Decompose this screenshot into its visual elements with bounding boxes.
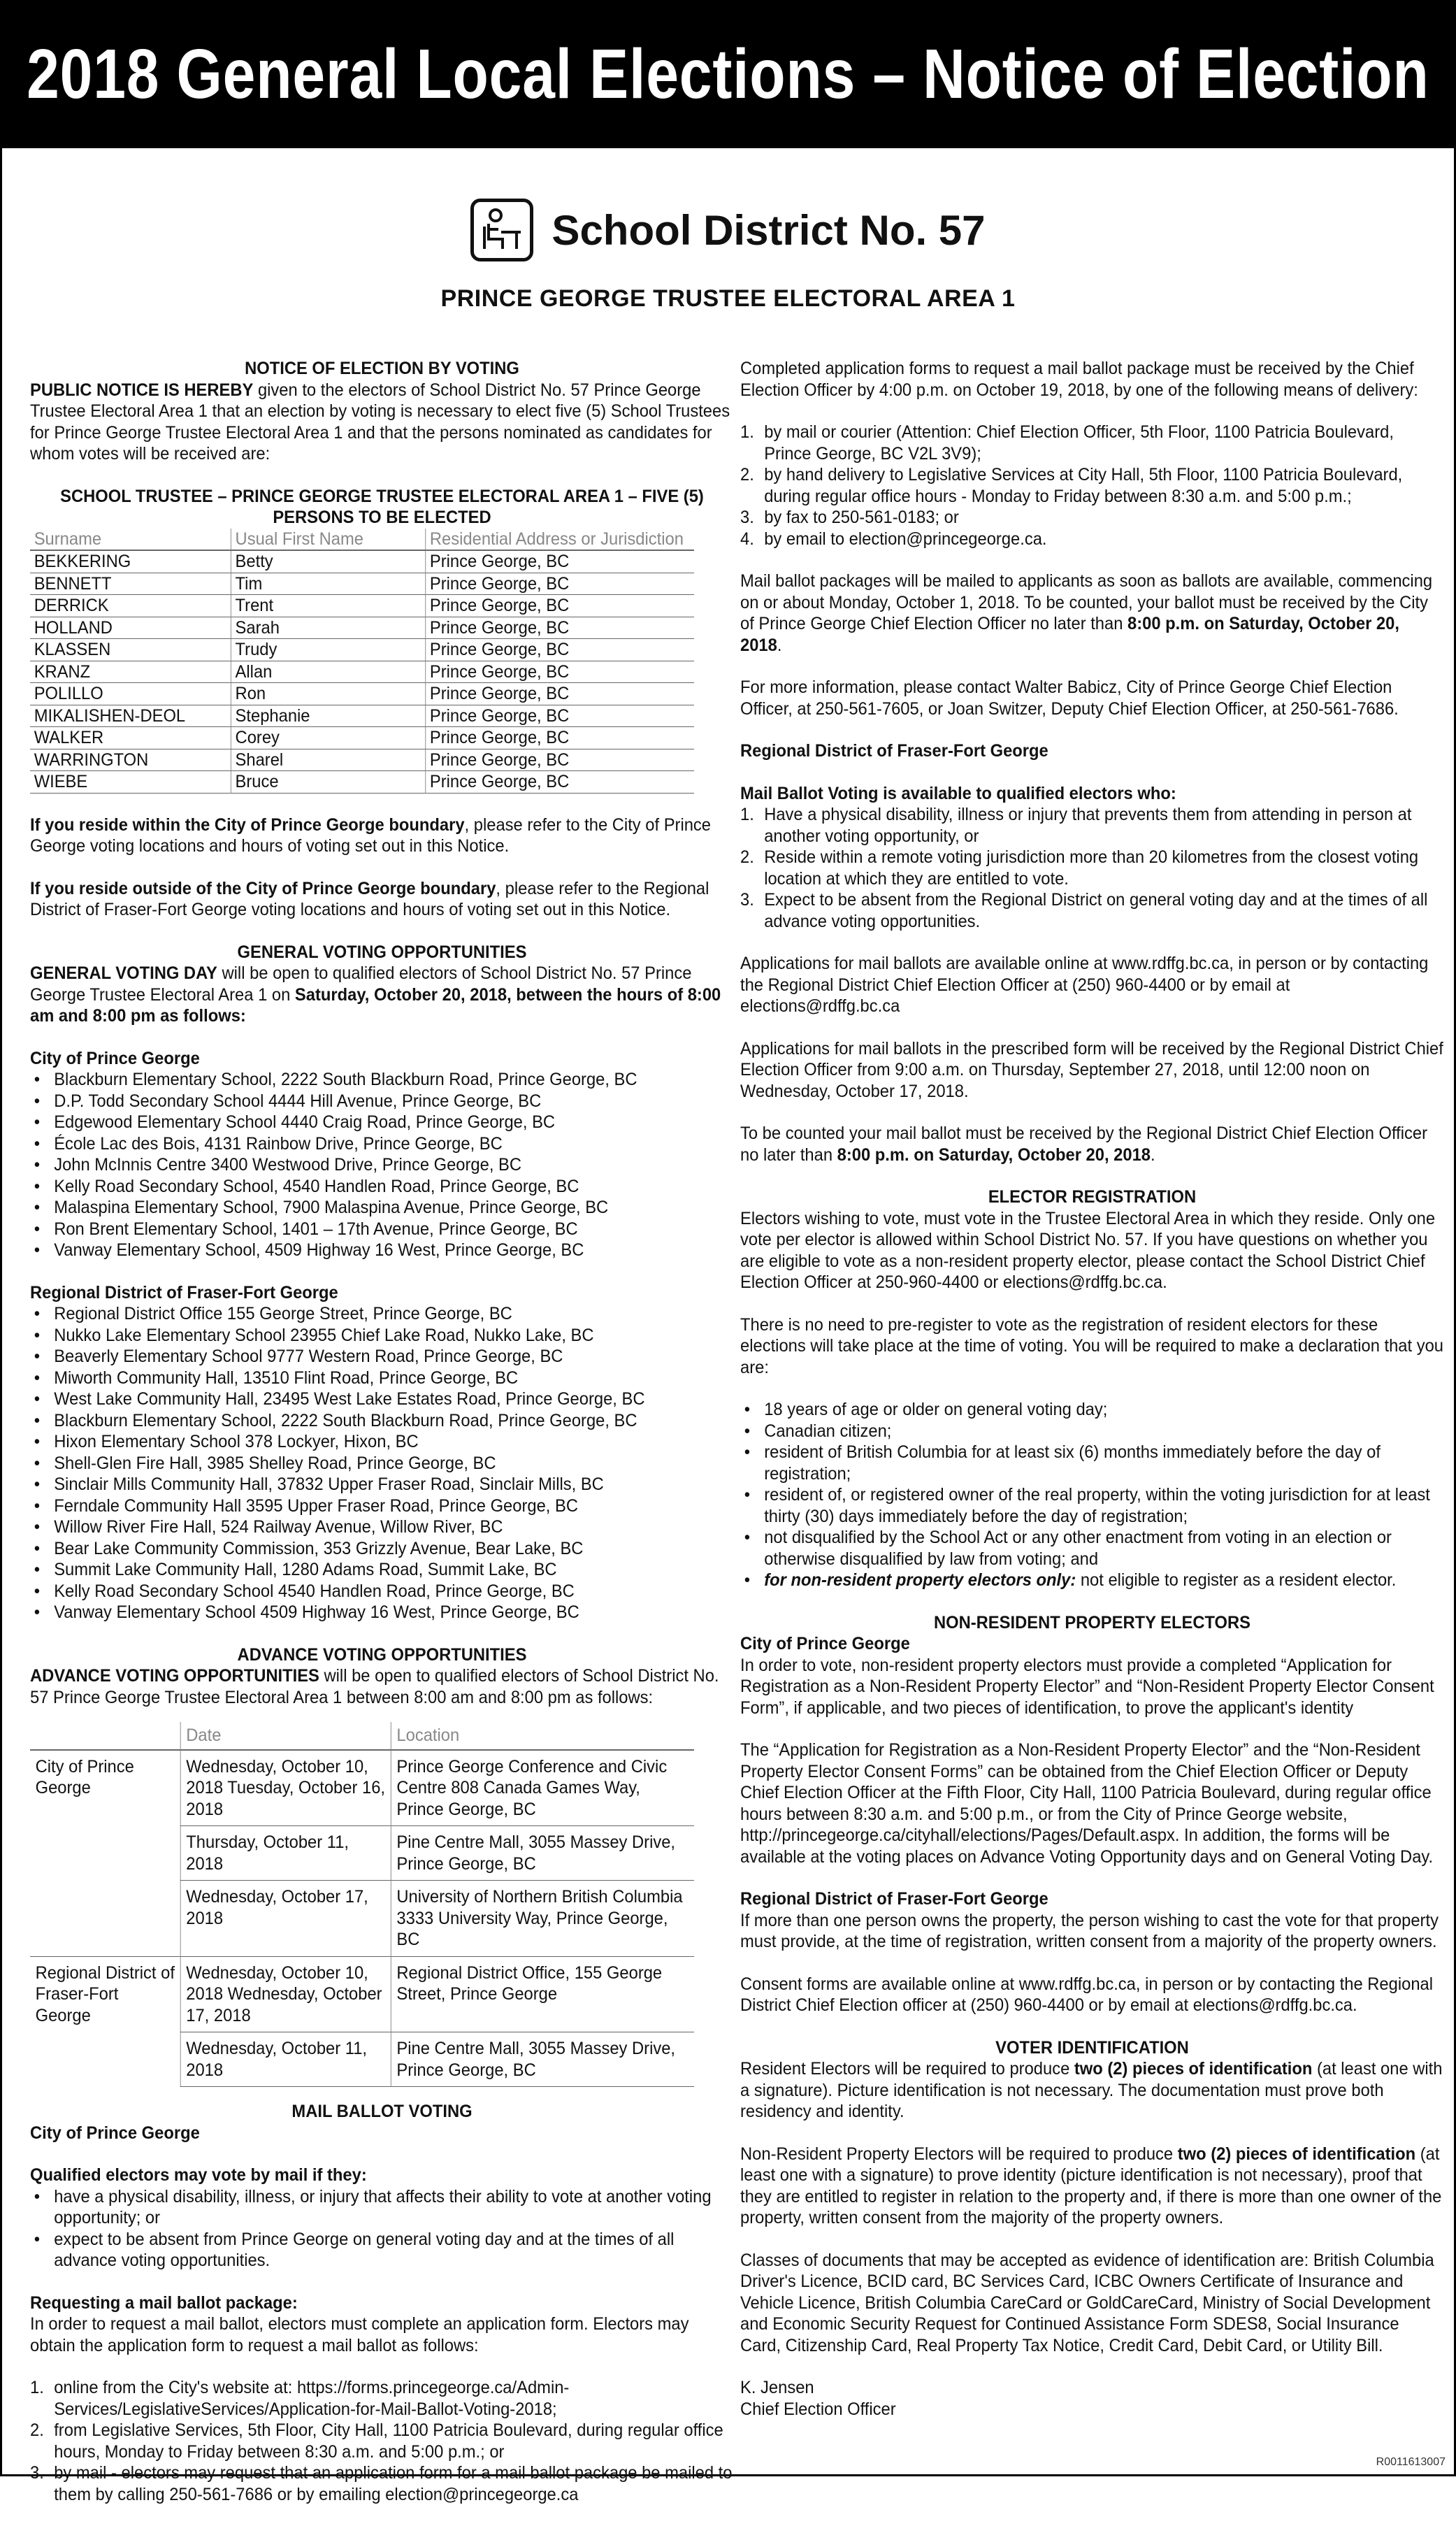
nonresident-city-heading: City of Prince George (740, 1634, 910, 1653)
candidate-row (30, 727, 694, 749)
rd-location-item: • Bear Lake Community Commission, 353 Grizzly Avenue, Bear Lake, BC (54, 1538, 734, 1560)
request-item-text: online from the City's website at: https://forms.princegeorge.ca/Admin-Services/LegislativeServices/Application-for-Mail-Ballot-Voting-2018; (54, 2378, 570, 2419)
qualified-heading: Qualified electors may vote by mail if they: (30, 2165, 367, 2185)
delivery-item (740, 422, 1444, 464)
candidate-surname: MIKALISHEN-DEOL (30, 705, 231, 727)
delivery-item (740, 529, 1444, 550)
rd-mail-item-text: Reside within a remote voting jurisdiction more than 20 kilometres from the closest voting location at which they are entitled to vote. (764, 847, 1419, 889)
candidate-address: Prince George, BC (426, 595, 694, 617)
advance-jurisdiction (30, 1881, 180, 1957)
school-desk-icon (470, 199, 533, 261)
rd-location-item: • West Lake Community Hall, 23495 West Lake Estates Road, Prince George, BC (54, 1388, 734, 1410)
request-item (30, 2420, 734, 2462)
candidate-row (30, 595, 694, 617)
advance-date: Wednesday, October 10, 2018 Wednesday, October 17, 2018 (180, 1956, 391, 2032)
signature-name: K. Jensen (740, 2378, 814, 2397)
candidates-table (30, 529, 694, 794)
registration-heading: ELECTOR REGISTRATION (988, 1187, 1197, 1207)
nonresident-rd-text: If more than one person owns the property, the person wishing to cast the vote for that property must provide, at the time of registration, written consent from a majority of the property owners. (740, 1910, 1439, 1951)
general-voting-heading: GENERAL VOTING OPPORTUNITIES (237, 942, 527, 962)
candidate-surname: BENNETT (30, 573, 231, 595)
candidate-row (30, 749, 694, 771)
mail-city-heading: City of Prince George (30, 2123, 200, 2143)
candidate-surname: WIEBE (30, 771, 231, 794)
delivery-item-text: by fax to 250-561-0183; or (764, 508, 959, 527)
rd-received-text: Applications for mail ballots in the prescribed form will be received by the Regional District Chief Election Officer from 9:00 a.m. on Thursday, September 27, 2018, until 12:00 noon on Wednesday, October 17, 2018. (740, 1038, 1443, 1101)
item-number: 1. (30, 2378, 44, 2397)
col-first-name: Usual First Name (231, 529, 425, 551)
general-voting-lead-text: will be open to qualified electors of School District No. 57 Prince George Trustee Electoral Area 1 on (30, 963, 692, 1005)
logo-row (2, 199, 1454, 261)
request-item-text: by mail - electors may request that an application form for a mail ballot package be mailed to them by calling 250-561-7686 or by emailing election@princegeorge.ca (54, 2463, 733, 2504)
rd-mail-list (740, 804, 1444, 932)
rd-mail-item (740, 847, 1444, 889)
reside-outside (30, 878, 734, 921)
rd-online-text: Applications for mail ballots are available online at www.rdffg.bc.ca, in person or by contacting the Regional District Chief Election Officer at (250) 960-4400 or by email at elections@rdffg.bc.ca (740, 954, 1429, 1016)
advance-row (30, 2032, 694, 2087)
registration-item-bold: for non-resident property electors only: (764, 1570, 1076, 1590)
rd-location-item: • Ferndale Community Hall 3595 Upper Fraser Road, Prince George, BC (54, 1495, 734, 1517)
voter-id-resident (740, 2058, 1444, 2123)
candidate-row (30, 639, 694, 661)
voter-id-resident-b: (at least one with a signature). Picture identification is not necessary. The documentation must prove both residency and identity. (740, 2059, 1443, 2121)
registration-item: • resident of British Columbia for at least six (6) months immediately before the day of registration; (764, 1442, 1444, 1484)
candidate-surname: WALKER (30, 727, 231, 749)
rd-location-item: • Nukko Lake Elementary School 23955 Chief Lake Road, Nukko Lake, BC (54, 1325, 734, 1347)
rd-counted-text: To be counted your mail ballot must be received by the Regional District Chief Election Officer no later than 8:00 p.m. on Saturday, October 20, 2018. (740, 1124, 1428, 1165)
city-location-item: • Edgewood Elementary School 4440 Craig Road, Prince George, BC (54, 1112, 734, 1133)
reference-code: R0011613007 (1376, 2456, 1446, 2468)
rd-locations-heading: Regional District of Fraser-Fort George (30, 1282, 338, 1303)
item-number: 3. (740, 508, 754, 527)
nonresident-heading: NON-RESIDENT PROPERTY ELECTORS (933, 1612, 1251, 1632)
delivery-item-text: by email to election@princegeorge.ca. (764, 529, 1047, 549)
candidate-address: Prince George, BC (426, 550, 694, 573)
reside-within-bold: If you reside within the City of Prince George boundary (30, 815, 465, 835)
banner-title: 2018 General Local Elections – Notice of Election (27, 34, 1429, 113)
candidate-first-name: Trudy (231, 639, 425, 661)
advance-header-row (30, 1722, 694, 1750)
consent-text: Consent forms are available online at www.rdffg.bc.ca, in person or by contacting the Regional District Chief Election officer at (250) 960-4400 or by email at elections@rdffg.bc.ca. (740, 1974, 1434, 2015)
advance-jurisdiction (30, 1826, 180, 1881)
advance-body (30, 1750, 694, 2087)
advance-jurisdiction: Regional District of Fraser-Fort George (30, 1956, 180, 2032)
registration-item-text: not eligible to register as a resident elector. (1076, 1570, 1397, 1590)
delivery-item (740, 507, 1444, 529)
candidate-first-name: Ron (231, 683, 425, 705)
registration-list (740, 1399, 1444, 1591)
signature-title: Chief Election Officer (740, 2399, 896, 2419)
advance-row (30, 1826, 694, 1881)
mailed-text-body: Mail ballot packages will be mailed to applicants as soon as ballots are available, commencing on or about Monday, October 1, 2018. To be counted, your ballot must be received by the City of Prince George Chief Election Officer no later than (740, 571, 1433, 633)
candidate-row (30, 661, 694, 683)
candidate-surname: KRANZ (30, 661, 231, 683)
request-item-text: from Legislative Services, 5th Floor, City Hall, 1100 Patricia Boulevard, during regular office hours, Monday to Friday between 8:30 a.m. and 5:00 p.m.; or (54, 2420, 723, 2462)
candidate-first-name: Betty (231, 550, 425, 573)
district-name: School District No. 57 (552, 206, 986, 254)
city-location-item: • Kelly Road Secondary School, 4540 Handlen Road, Prince George, BC (54, 1176, 734, 1198)
advance-voting-lead-text: will be open to qualified electors of School District No. 57 Prince George Trustee Electoral Area 1 between 8:00 am and 8:00 pm as follows: (30, 1666, 719, 1707)
advance-row (30, 1750, 694, 1826)
general-voting-lead (30, 963, 734, 1027)
mail-ballot-heading: MAIL BALLOT VOTING (291, 2102, 473, 2121)
advance-jurisdiction (30, 2032, 180, 2087)
candidate-row (30, 683, 694, 705)
candidate-address: Prince George, BC (426, 771, 694, 794)
rd-mail-item-text: Expect to be absent from the Regional District on general voting day and at the times of all advance voting opportunities. (764, 890, 1428, 931)
reside-outside-bold: If you reside outside of the City of Prince George boundary (30, 878, 496, 898)
registration-item: • Canadian citizen; (764, 1421, 1444, 1442)
item-number: 1. (740, 805, 754, 824)
candidate-first-name: Allan (231, 661, 425, 683)
col-surname: Surname (30, 529, 231, 551)
candidate-row (30, 705, 694, 727)
advance-date: Thursday, October 11, 2018 (180, 1826, 391, 1881)
item-number: 3. (740, 890, 754, 910)
advance-row (30, 1956, 694, 2032)
candidate-surname: HOLLAND (30, 617, 231, 639)
completed-text: Completed application forms to request a mail ballot package must be received by the Chief Election Officer by 4:00 p.m. on October 19, 2018, by one of the following means of delivery: (740, 359, 1418, 400)
mail-rd-heading: Regional District of Fraser-Fort George (740, 741, 1048, 761)
rd-location-item: • Summit Lake Community Hall, 1280 Adams Road, Summit Lake, BC (54, 1559, 734, 1581)
candidate-row (30, 573, 694, 595)
voter-id-resident-bold: two (2) pieces of identification (1074, 2059, 1313, 2079)
request-heading: Requesting a mail ballot package: (30, 2292, 298, 2313)
notice-lead (30, 380, 734, 465)
registration-item (764, 1570, 1444, 1591)
delivery-list (740, 422, 1444, 550)
advance-location: Prince George Conference and Civic Centre 808 Canada Games Way, Prince George, BC (391, 1750, 694, 1826)
rd-location-item: • Vanway Elementary School 4509 Highway 16 West, Prince George, BC (54, 1602, 734, 1623)
rd-location-item: • Beaverly Elementary School 9777 Western Road, Prince George, BC (54, 1346, 734, 1368)
advance-voting-lead (30, 1665, 734, 1708)
rd-location-item: • Hixon Elementary School 378 Lockyer, Hixon, BC (54, 1431, 734, 1453)
delivery-item (740, 464, 1444, 507)
advance-voting-lead-bold: ADVANCE VOTING OPPORTUNITIES (30, 1666, 319, 1686)
voter-id-nonresident (740, 2144, 1444, 2229)
col-date: Date (180, 1722, 391, 1750)
qualified-item: • have a physical disability, illness, or injury that affects their ability to vote at another voting opportunity; or (54, 2186, 734, 2229)
item-number: 1. (740, 422, 754, 442)
candidate-first-name: Sarah (231, 617, 425, 639)
left-column (30, 358, 736, 2526)
rd-counted-body: To be counted your mail ballot must be received by the Regional District Chief Election Officer no later than (740, 1124, 1428, 1165)
request-list (30, 2377, 734, 2505)
item-number: 2. (740, 847, 754, 867)
notice-lead-text: given to the electors of School District No. 57 Prince George Trustee Electoral Area 1 that an election by voting is necessary to elect five (5) School Trustees for Prince George Trustee Electoral Area 1 and that the persons nominated as candidates for whom votes will be received are: (30, 380, 730, 464)
voter-id-nonresident-a: Non-Resident Property Electors will be required to produce (740, 2144, 1178, 2164)
registration-item: • resident of, or registered owner of the real property, within the voting jurisdiction for at least thirty (30) days immediately before the day of registration; (764, 1484, 1444, 1527)
advance-date: Wednesday, October 10, 2018 Tuesday, October 16, 2018 (180, 1750, 391, 1826)
reside-outside-text: , please refer to the Regional District of Fraser-Fort George voting locations and hours of voting set out in this Notice. (30, 878, 709, 919)
advance-location: University of Northern British Columbia 3333 University Way, Prince George, BC (391, 1881, 694, 1957)
candidates-heading: SCHOOL TRUSTEE – PRINCE GEORGE TRUSTEE ELECTORAL AREA 1 – FIVE (5) PERSONS TO BE ELECTED (60, 486, 704, 527)
mailed-text: Mail ballot packages will be mailed to applicants as soon as ballots are available, commencing on or about Monday, October 1, 2018. To be counted, your ballot must be received by the City of Prince George Chief Election Officer no later than 8:00 p.m. on Saturday, October 20, 2018. (740, 571, 1433, 655)
rd-counted-bold: 8:00 p.m. on Saturday, October 20, 2018 (837, 1144, 1151, 1165)
nonresident-city-text: In order to vote, non-resident property electors must provide a completed “Application for Registration as a Non-Resident Property Elector” and “Non-Resident Property Elector Consent Form”, if applicable, and two pieces of identification, to prove the applicant's identity (740, 1655, 1434, 1718)
nonresident-forms-text: The “Application for Registration as a Non-Resident Property Elector” and the “Non-Resident Property Elector Consent Forms” can be obtained from the Chief Election Officer or Deputy Chief Election Officer at the Fifth Floor, City Hall, 1100 Patricia Boulevard, during regular office hours between 8:30 a.m. and 5:00 p.m., or from the City of Prince George website, http://princegeorge.ca/cityhall/elections/Pages/Default.aspx. In addition, the forms will be available at the voting places on Advance Voting Opportunity days and on General Voting Day. (740, 1740, 1434, 1867)
candidate-address: Prince George, BC (426, 683, 694, 705)
candidate-first-name: Bruce (231, 771, 425, 794)
candidate-address: Prince George, BC (426, 727, 694, 749)
voter-id-resident-a: Resident Electors will be required to produce (740, 2059, 1074, 2079)
candidate-address: Prince George, BC (426, 573, 694, 595)
advance-date: Wednesday, October 17, 2018 (180, 1881, 391, 1957)
candidate-first-name: Sharel (231, 749, 425, 771)
candidate-address: Prince George, BC (426, 749, 694, 771)
general-voting-lead-bold2: Saturday, October 20, 2018, between the hours of 8:00 am and 8:00 pm as follows: (30, 984, 721, 1026)
advance-jurisdiction: City of Prince George (30, 1750, 180, 1826)
registration-text2: There is no need to pre-register to vote as the registration of resident electors for these elections will take place at the time of voting. You will be required to make a declaration that you are: (740, 1314, 1444, 1377)
delivery-item-text: by hand delivery to Legislative Services at City Hall, 5th Floor, 1100 Patricia Boulevard, during regular office hours - Monday to Friday between 8:30 a.m. and 5:00 p.m.; (764, 465, 1403, 506)
area-title: PRINCE GEORGE TRUSTEE ELECTORAL AREA 1 (440, 285, 1016, 312)
rd-location-item: • Miworth Community Hall, 13510 Flint Road, Prince George, BC (54, 1368, 734, 1389)
rd-mail-item (740, 889, 1444, 932)
advance-location: Pine Centre Mall, 3055 Massey Drive, Prince George, BC (391, 2032, 694, 2087)
item-number: 2. (30, 2420, 44, 2440)
candidate-first-name: Corey (231, 727, 425, 749)
advance-row (30, 1881, 694, 1957)
reside-within (30, 815, 734, 857)
city-location-item: • Vanway Elementary School, 4509 Highway 16 West, Prince George, BC (54, 1240, 734, 1261)
voter-id-classes: Classes of documents that may be accepted as evidence of identification are: British Columbia Driver's Licence, BCID card, BC Services Card, ICBC Owners Certificate of Insurance and Vehicle Licence, British Columbia CareCard or GoldCareCard, Ministry of Social Development and Economic Security Request for Continued Assistance Form SDES8, Social Insurance Card, Citizenship Card, Real Property Tax Notice, Credit Card, Debit Card, or Utility Bill. (740, 2250, 1434, 2355)
rd-available-heading: Mail Ballot Voting is available to qualified electors who: (740, 783, 1176, 803)
item-number: 3. (30, 2463, 44, 2483)
candidate-surname: DERRICK (30, 595, 231, 617)
rd-mail-item (740, 804, 1444, 847)
candidate-first-name: Trent (231, 595, 425, 617)
city-location-item: • Malaspina Elementary School, 7900 Malaspina Avenue, Prince George, BC (54, 1197, 734, 1219)
registration-item: • not disqualified by the School Act or any other enactment from voting in an election or otherwise disqualified by law from voting; and (764, 1527, 1444, 1570)
header (2, 199, 1454, 313)
rd-location-item: • Kelly Road Secondary School 4540 Handlen Road, Prince George, BC (54, 1581, 734, 1602)
rd-location-item: • Blackburn Elementary School, 2222 South Blackburn Road, Prince George, BC (54, 1410, 734, 1432)
candidate-address: Prince George, BC (426, 661, 694, 683)
notice-lead-bold: PUBLIC NOTICE IS HEREBY (30, 380, 254, 400)
mailed-text-bold: 8:00 p.m. on Saturday, October 20, 2018 (740, 614, 1399, 655)
candidate-surname: KLASSEN (30, 639, 231, 661)
qualified-item: • expect to be absent from Prince George on general voting day and at the times of all advance voting opportunities. (54, 2229, 734, 2272)
rd-mail-item-text: Have a physical disability, illness or injury that prevents them from attending in person at another voting opportunity, or (764, 805, 1412, 846)
right-column (740, 358, 1446, 2420)
col-address: Residential Address or Jurisdiction (426, 529, 694, 551)
banner (0, 0, 1456, 148)
rd-location-item: • Willow River Fire Hall, 524 Railway Avenue, Willow River, BC (54, 1516, 734, 1538)
registration-item: • 18 years of age or older on general voting day; (764, 1399, 1444, 1421)
request-item (30, 2462, 734, 2505)
rd-location-item: • Sinclair Mills Community Hall, 37832 Upper Fraser Road, Sinclair Mills, BC (54, 1474, 734, 1495)
info-text: For more information, please contact Walter Babicz, City of Prince George Chief Election Officer, at 250-561-7605, or Joan Switzer, Deputy Chief Election Officer, at 250-561-7686. (740, 677, 1399, 719)
advance-location: Regional District Office, 155 George Street, Prince George (391, 1956, 694, 2032)
voter-id-nonresident-bold: two (2) pieces of identification (1177, 2144, 1416, 2164)
candidate-address: Prince George, BC (426, 705, 694, 727)
notice-frame (0, 148, 1456, 2504)
nonresident-rd-heading: Regional District of Fraser-Fort George (740, 1889, 1048, 1909)
advance-voting-heading: ADVANCE VOTING OPPORTUNITIES (237, 1644, 527, 1665)
item-number: 2. (740, 465, 754, 485)
city-location-item: • D.P. Todd Secondary School 4444 Hill Avenue, Prince George, BC (54, 1091, 734, 1112)
advance-date: Wednesday, October 11, 2018 (180, 2032, 391, 2087)
qualified-list (30, 2186, 734, 2272)
candidate-surname: BEKKERING (30, 550, 231, 573)
candidate-row (30, 617, 694, 639)
candidate-address: Prince George, BC (426, 617, 694, 639)
delivery-item-text: by mail or courier (Attention: Chief Election Officer, 5th Floor, 1100 Patricia Boulevard, Prince George, BC V2L 3V9); (764, 422, 1394, 464)
city-location-item: • Ron Brent Elementary School, 1401 – 17th Avenue, Prince George, BC (54, 1219, 734, 1240)
rd-location-item: • Shell-Glen Fire Hall, 3985 Shelley Road, Prince George, BC (54, 1453, 734, 1474)
col-where (30, 1722, 180, 1750)
candidate-first-name: Stephanie (231, 705, 425, 727)
item-number: 4. (740, 529, 754, 549)
rd-location-item: • Regional District Office 155 George Street, Prince George, BC (54, 1303, 734, 1325)
request-text: In order to request a mail ballot, electors must complete an application form. Electors may obtain the application form to request a mail ballot as follows: (30, 2314, 689, 2355)
candidates-header-row (30, 529, 694, 551)
voter-id-nonresident-b: (at least one with a signature) to prove identity (picture identification is not necessary), proof that they are entitled to register in relation to the property and, if there is more than one owner of the property, written consent from the majority of the property owners. (740, 2144, 1442, 2227)
registration-text1: Electors wishing to vote, must vote in the Trustee Electoral Area in which they reside. Only one vote per elector is allowed within School District No. 57. If you have questions on whether you are eligible to vote as a non-resident property elector, please contact the School District Chief Election Officer at 250-960-4400 or elections@rdffg.bc.ca. (740, 1208, 1436, 1292)
candidate-surname: WARRINGTON (30, 749, 231, 771)
candidate-surname: POLILLO (30, 683, 231, 705)
candidate-first-name: Tim (231, 573, 425, 595)
reside-within-text: , please refer to the City of Prince George voting locations and hours of voting set out in this Notice. (30, 815, 712, 856)
city-location-item: • École Lac des Bois, 4131 Rainbow Drive, Prince George, BC (54, 1133, 734, 1155)
candidate-address: Prince George, BC (426, 639, 694, 661)
advance-voting-table (30, 1722, 694, 2087)
candidates-body (30, 550, 694, 793)
city-locations-list (30, 1069, 734, 1261)
advance-location: Pine Centre Mall, 3055 Massey Drive, Prince George, BC (391, 1826, 694, 1881)
notice-heading: NOTICE OF ELECTION BY VOTING (245, 359, 519, 378)
candidate-row (30, 550, 694, 573)
request-item (30, 2377, 734, 2420)
candidate-row (30, 771, 694, 794)
city-location-item: • John McInnis Centre 3400 Westwood Drive, Prince George, BC (54, 1154, 734, 1176)
city-locations-heading: City of Prince George (30, 1048, 200, 1068)
city-location-item: • Blackburn Elementary School, 2222 South Blackburn Road, Prince George, BC (54, 1069, 734, 1091)
col-location: Location (391, 1722, 694, 1750)
general-voting-lead-bold: GENERAL VOTING DAY (30, 963, 217, 983)
rd-locations-list (30, 1303, 734, 1623)
voter-id-heading: VOTER IDENTIFICATION (995, 2037, 1189, 2058)
